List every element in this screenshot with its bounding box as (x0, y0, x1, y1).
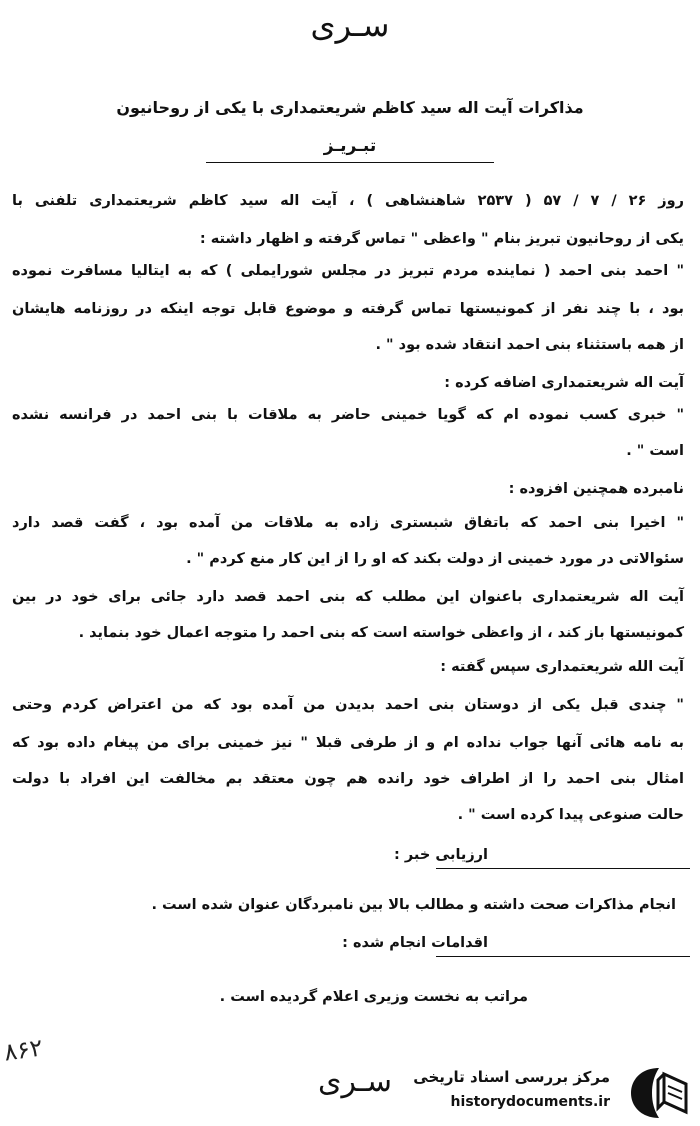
body-line: آیت اله شریعتمداری باعنوان این مطلب که بنی احمد قصد دارد جائی برای خود در بین (12, 589, 684, 605)
classification-top: سـری (310, 6, 390, 44)
body-line: یکی از روحانیون تبریز بنام " واعظی " تماس گرفته و اظهار داشته : (199, 231, 684, 247)
body-line: است " . (626, 443, 684, 459)
body-line: " اخیرا بنی احمد که باتفاق شبستری زاده به ملاقات من آمده بود ، گفت قصد دارد (12, 515, 684, 531)
archive-logo-icon (628, 1066, 690, 1120)
body-line: حالت صنوعی پیدا کرده است " . (457, 807, 684, 823)
subtitle-underline (206, 162, 494, 163)
evaluation-heading-underline (436, 868, 690, 869)
document-subtitle: تبـریـز (323, 136, 377, 156)
body-line: آیت الله شریعتمداری سپس گفته : (440, 659, 684, 675)
body-line: " چندی قبل یکی از دوستان بنی احمد بدیدن من آمده بود که من اعتراض کردم وحتی (12, 697, 684, 713)
body-line: امثال بنی احمد را از اطراف خود رانده هم چون معتقد بم مخالفت این افراد با دولت (12, 771, 684, 787)
body-line: از همه باستثناء بنی احمد انتقاد شده بود " . (375, 337, 684, 353)
body-line: " احمد بنی احمد ( نماینده مردم تبریز در مجلس شورایملی ) که به ایتالیا مسافرت نموده (12, 263, 684, 279)
body-line: بود ، با چند نفر از کمونیستها تماس گرفته و موضوع قابل توجه اینکه در روزنامه هایشان (12, 301, 684, 317)
actions-text: مراتب به نخست وزیری اعلام گردیده است . (219, 989, 528, 1005)
body-line: سئوالاتی در مورد خمینی از دولت بکند که او را از این کار منع کردم " . (186, 551, 684, 567)
watermark-url-text: historydocuments.ir (450, 1094, 610, 1110)
body-line: نامبرده همچنین افزوده : (508, 481, 684, 497)
body-line: آیت اله شریعتمداری اضافه کرده : (444, 375, 684, 391)
document-title: مذاکرات آیت اله سید کاظم شریعتمداری با یکی از روحانیون (116, 98, 584, 117)
body-line: روز ۲۶ / ۷ / ۵۷ ( ۲۵۳۷ شاهنشاهی ) ، آیت اله سید کاظم شریعتمداری تلفنی با (12, 193, 684, 209)
body-line: " خبری کسب نموده ام که گویا خمینی حاضر به ملاقات با بنی احمد در فرانسه نشده (12, 407, 684, 423)
watermark-persian-text: مرکز بررسی اسناد تاریخی (413, 1068, 610, 1086)
evaluation-heading: ارزیابی خبر : (394, 847, 488, 863)
evaluation-text: انجام مذاکرات صحت داشته و مطالب بالا بین نامبردگان عنوان شده است . (151, 897, 676, 913)
margin-page-number: ۸۶۲ (2, 1033, 45, 1067)
classification-bottom: سـری (318, 1064, 392, 1099)
body-line: به نامه هائی آنها جواب نداده ام و از طرفی قبلا " نیز خمینی برای من پیغام داده بود که (12, 735, 684, 751)
archive-watermark (413, 1064, 696, 1122)
body-line: کمونیستها باز کند ، از واعظی خواسته است که بنی احمد را متوجه اعمال خود بنماید . (78, 625, 684, 641)
actions-heading-underline (436, 956, 690, 957)
actions-heading: اقدامات انجام شده : (342, 935, 488, 951)
